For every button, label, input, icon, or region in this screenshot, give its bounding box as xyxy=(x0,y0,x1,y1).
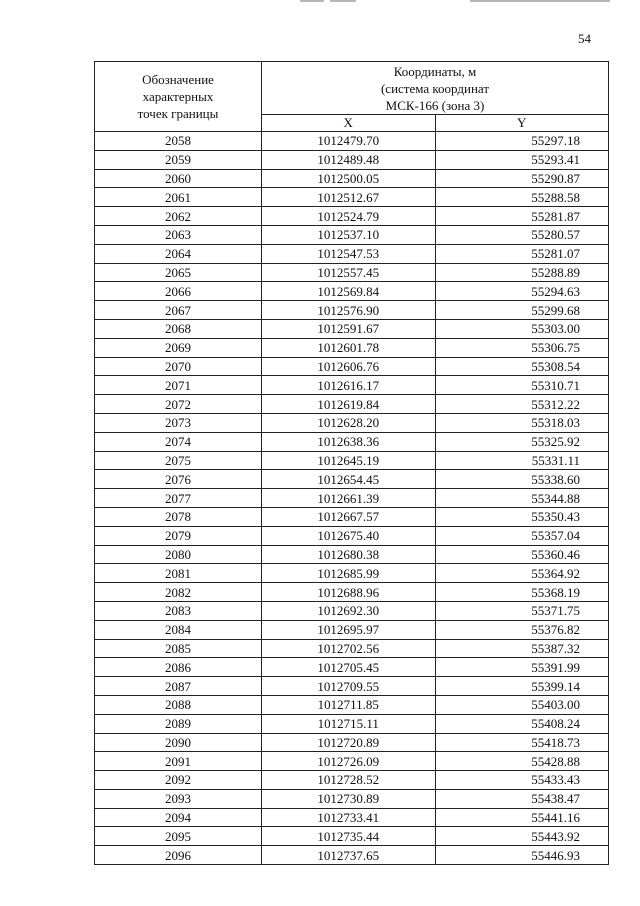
points-header-line: точек границы xyxy=(137,106,219,121)
y-coordinate-cell: 55331.11 xyxy=(435,451,609,470)
point-cell: 2091 xyxy=(95,752,262,771)
x-coordinate-cell: 1012705.45 xyxy=(262,658,436,677)
x-coordinate-cell: 1012702.56 xyxy=(262,639,436,658)
x-coordinate-cell: 1012557.45 xyxy=(262,263,436,282)
x-coordinate-cell: 1012730.89 xyxy=(262,789,436,808)
point-cell: 2074 xyxy=(95,432,262,451)
x-coordinate-cell: 1012728.52 xyxy=(262,771,436,790)
point-cell: 2080 xyxy=(95,545,262,564)
x-coordinate-cell: 1012628.20 xyxy=(262,413,436,432)
y-coordinate-cell: 55371.75 xyxy=(435,601,609,620)
point-cell: 2070 xyxy=(95,357,262,376)
table-row xyxy=(95,263,609,282)
table-body xyxy=(95,132,609,865)
x-coordinate-cell: 1012591.67 xyxy=(262,319,436,338)
table-row xyxy=(95,714,609,733)
point-cell: 2079 xyxy=(95,526,262,545)
point-cell: 2063 xyxy=(95,225,262,244)
x-coordinate-cell: 1012711.85 xyxy=(262,695,436,714)
table-row xyxy=(95,301,609,320)
table-row xyxy=(95,282,609,301)
x-coordinate-cell: 1012479.70 xyxy=(262,132,436,151)
table-row xyxy=(95,827,609,846)
table-row xyxy=(95,169,609,188)
table-row xyxy=(95,752,609,771)
point-cell: 2088 xyxy=(95,695,262,714)
table-row xyxy=(95,413,609,432)
point-cell: 2067 xyxy=(95,301,262,320)
y-coordinate-cell: 55318.03 xyxy=(435,413,609,432)
x-coordinate-cell: 1012680.38 xyxy=(262,545,436,564)
table-row xyxy=(95,207,609,226)
table-row xyxy=(95,188,609,207)
x-coordinate-cell: 1012524.79 xyxy=(262,207,436,226)
x-coordinate-cell: 1012692.30 xyxy=(262,601,436,620)
x-coordinate-cell: 1012733.41 xyxy=(262,808,436,827)
point-cell: 2096 xyxy=(95,846,262,865)
table-row xyxy=(95,132,609,151)
y-coordinate-cell: 55408.24 xyxy=(435,714,609,733)
x-coordinate-cell: 1012720.89 xyxy=(262,733,436,752)
page-number: 54 xyxy=(578,31,591,46)
point-cell: 2078 xyxy=(95,507,262,526)
point-cell: 2075 xyxy=(95,451,262,470)
point-cell: 2086 xyxy=(95,658,262,677)
table-row xyxy=(95,507,609,526)
x-coordinate-cell: 1012661.39 xyxy=(262,489,436,508)
table-row xyxy=(95,808,609,827)
points-header-line: характерных xyxy=(142,89,214,104)
point-cell: 2064 xyxy=(95,244,262,263)
point-cell: 2083 xyxy=(95,601,262,620)
x-coordinate-cell: 1012601.78 xyxy=(262,338,436,357)
points-column-header xyxy=(95,62,262,132)
scan-mark-middle xyxy=(330,0,356,2)
y-coordinate-cell: 55303.00 xyxy=(435,319,609,338)
point-cell: 2058 xyxy=(95,132,262,151)
y-coordinate-cell: 55288.58 xyxy=(435,188,609,207)
x-coordinate-cell: 1012675.40 xyxy=(262,526,436,545)
x-coordinate-cell: 1012709.55 xyxy=(262,677,436,696)
y-coordinate-cell: 55403.00 xyxy=(435,695,609,714)
y-coordinate-cell: 55446.93 xyxy=(435,846,609,865)
x-coordinate-cell: 1012537.10 xyxy=(262,225,436,244)
point-cell: 2061 xyxy=(95,188,262,207)
point-cell: 2095 xyxy=(95,827,262,846)
y-coordinate-cell: 55443.92 xyxy=(435,827,609,846)
y-coordinate-cell: 55308.54 xyxy=(435,357,609,376)
table-row xyxy=(95,677,609,696)
y-coordinate-cell: 55357.04 xyxy=(435,526,609,545)
points-header-line: Обозначение xyxy=(142,72,214,87)
table-row xyxy=(95,395,609,414)
point-cell: 2087 xyxy=(95,677,262,696)
y-coordinate-cell: 55364.92 xyxy=(435,564,609,583)
x-column-header: X xyxy=(262,115,436,132)
y-coordinate-cell: 55297.18 xyxy=(435,132,609,151)
x-coordinate-cell: 1012737.65 xyxy=(262,846,436,865)
point-cell: 2089 xyxy=(95,714,262,733)
x-coordinate-cell: 1012489.48 xyxy=(262,150,436,169)
y-coordinate-cell: 55350.43 xyxy=(435,507,609,526)
table-row xyxy=(95,733,609,752)
y-coordinate-cell: 55360.46 xyxy=(435,545,609,564)
y-coordinate-cell: 55338.60 xyxy=(435,470,609,489)
x-coordinate-cell: 1012512.67 xyxy=(262,188,436,207)
y-coordinate-cell: 55312.22 xyxy=(435,395,609,414)
point-cell: 2094 xyxy=(95,808,262,827)
x-coordinate-cell: 1012500.05 xyxy=(262,169,436,188)
x-coordinate-cell: 1012667.57 xyxy=(262,507,436,526)
x-coordinate-cell: 1012645.19 xyxy=(262,451,436,470)
y-coordinate-cell: 55344.88 xyxy=(435,489,609,508)
y-coordinate-cell: 55299.68 xyxy=(435,301,609,320)
x-coordinate-cell: 1012619.84 xyxy=(262,395,436,414)
table-row xyxy=(95,244,609,263)
y-coordinate-cell: 55325.92 xyxy=(435,432,609,451)
x-coordinate-cell: 1012569.84 xyxy=(262,282,436,301)
y-coordinate-cell: 55288.89 xyxy=(435,263,609,282)
point-cell: 2082 xyxy=(95,583,262,602)
point-cell: 2060 xyxy=(95,169,262,188)
table-row xyxy=(95,545,609,564)
x-coordinate-cell: 1012688.96 xyxy=(262,583,436,602)
x-coordinate-cell: 1012616.17 xyxy=(262,376,436,395)
point-cell: 2068 xyxy=(95,319,262,338)
table-row xyxy=(95,583,609,602)
point-cell: 2071 xyxy=(95,376,262,395)
point-cell: 2072 xyxy=(95,395,262,414)
point-cell: 2085 xyxy=(95,639,262,658)
y-coordinate-cell: 55306.75 xyxy=(435,338,609,357)
table-row xyxy=(95,695,609,714)
y-coordinate-cell: 55387.32 xyxy=(435,639,609,658)
x-coordinate-cell: 1012726.09 xyxy=(262,752,436,771)
table-row xyxy=(95,432,609,451)
table-row xyxy=(95,789,609,808)
table-row xyxy=(95,846,609,865)
coords-header-line: МСК-166 (зона 3) xyxy=(385,97,485,113)
point-cell: 2084 xyxy=(95,620,262,639)
x-coordinate-cell: 1012576.90 xyxy=(262,301,436,320)
y-coordinate-cell: 55281.07 xyxy=(435,244,609,263)
point-cell: 2093 xyxy=(95,789,262,808)
table-row xyxy=(95,225,609,244)
x-coordinate-cell: 1012695.97 xyxy=(262,620,436,639)
table-row xyxy=(95,639,609,658)
table-row xyxy=(95,771,609,790)
table-row xyxy=(95,564,609,583)
table-row xyxy=(95,470,609,489)
table-row xyxy=(95,620,609,639)
x-coordinate-cell: 1012735.44 xyxy=(262,827,436,846)
table-row xyxy=(95,150,609,169)
point-cell: 2073 xyxy=(95,413,262,432)
y-coordinate-cell: 55441.16 xyxy=(435,808,609,827)
point-cell: 2062 xyxy=(95,207,262,226)
y-coordinate-cell: 55368.19 xyxy=(435,583,609,602)
y-coordinate-cell: 55290.87 xyxy=(435,169,609,188)
y-coordinate-cell: 55376.82 xyxy=(435,620,609,639)
x-coordinate-cell: 1012547.53 xyxy=(262,244,436,263)
scan-mark-right xyxy=(470,0,610,2)
point-cell: 2066 xyxy=(95,282,262,301)
table-row xyxy=(95,319,609,338)
y-coordinate-cell: 55294.63 xyxy=(435,282,609,301)
point-cell: 2065 xyxy=(95,263,262,282)
x-coordinate-cell: 1012715.11 xyxy=(262,714,436,733)
table-row xyxy=(95,338,609,357)
y-coordinate-cell: 55310.71 xyxy=(435,376,609,395)
x-coordinate-cell: 1012638.36 xyxy=(262,432,436,451)
point-cell: 2092 xyxy=(95,771,262,790)
table-row xyxy=(95,376,609,395)
y-coordinate-cell: 55433.43 xyxy=(435,771,609,790)
y-coordinate-cell: 55391.99 xyxy=(435,658,609,677)
x-coordinate-cell: 1012606.76 xyxy=(262,357,436,376)
y-coordinate-cell: 55280.57 xyxy=(435,225,609,244)
coordinates-group-header xyxy=(262,62,609,115)
table-row xyxy=(95,526,609,545)
point-cell: 2090 xyxy=(95,733,262,752)
y-coordinate-cell: 55418.73 xyxy=(435,733,609,752)
y-coordinate-cell: 55438.47 xyxy=(435,789,609,808)
table-row xyxy=(95,658,609,677)
table-row xyxy=(95,601,609,620)
point-cell: 2076 xyxy=(95,470,262,489)
y-coordinate-cell: 55281.87 xyxy=(435,207,609,226)
table-row xyxy=(95,489,609,508)
table-header xyxy=(95,62,609,132)
x-coordinate-cell: 1012654.45 xyxy=(262,470,436,489)
y-column-header: Y xyxy=(435,115,609,132)
table-row xyxy=(95,357,609,376)
y-coordinate-cell: 55428.88 xyxy=(435,752,609,771)
y-coordinate-cell: 55293.41 xyxy=(435,150,609,169)
point-cell: 2069 xyxy=(95,338,262,357)
table-row xyxy=(95,451,609,470)
point-cell: 2077 xyxy=(95,489,262,508)
coords-header-line: Координаты, м xyxy=(393,63,477,79)
point-cell: 2059 xyxy=(95,150,262,169)
scan-mark-left xyxy=(300,0,324,2)
x-coordinate-cell: 1012685.99 xyxy=(262,564,436,583)
y-coordinate-cell: 55399.14 xyxy=(435,677,609,696)
coordinates-table xyxy=(94,61,609,865)
point-cell: 2081 xyxy=(95,564,262,583)
coords-header-line: (система координат xyxy=(380,80,490,96)
